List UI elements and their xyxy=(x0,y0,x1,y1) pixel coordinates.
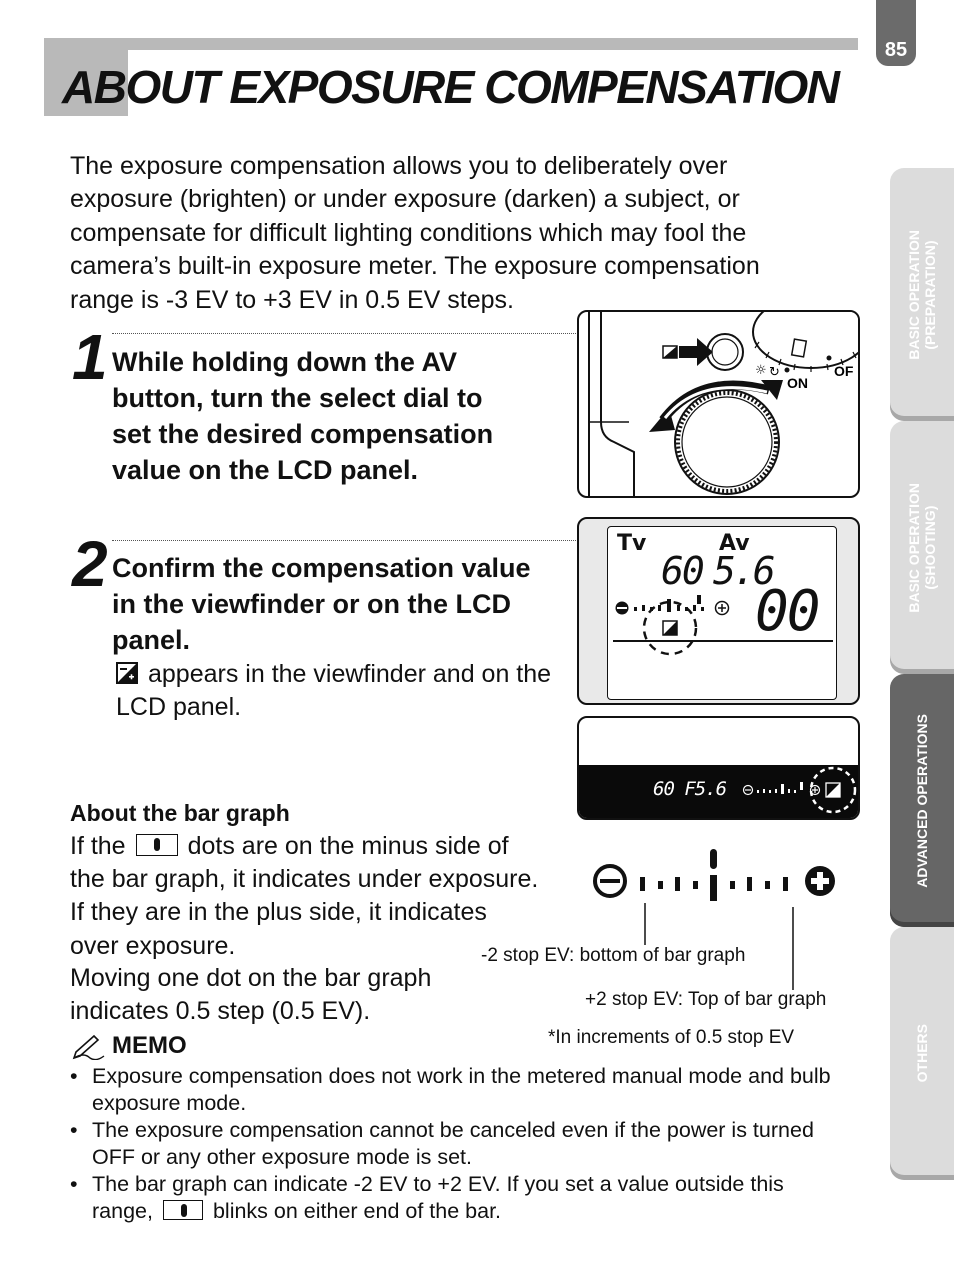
memo-list xyxy=(70,1063,835,1225)
lcd-av-label: Av xyxy=(719,531,750,556)
lcd-aperture-value: 5.6 xyxy=(713,549,773,593)
exposure-comp-icon xyxy=(116,662,138,684)
dial-off-label: OF xyxy=(834,363,854,379)
header-bar xyxy=(44,38,858,50)
memo-pencil-icon xyxy=(70,1032,106,1060)
caption-increments-note: *In increments of 0.5 stop EV xyxy=(548,1027,795,1048)
bar-graph-paragraph-1: If the dots are on the minus side of the bar graph, it indicates under exposure. If they are in the plus side, it indicates over exposure. xyxy=(70,832,539,960)
bar-graph-tick xyxy=(765,881,770,889)
page-title: ABOUT EXPOSURE COMPENSATION xyxy=(62,61,839,113)
bar-graph-tick xyxy=(783,877,788,891)
camera-top-illustration xyxy=(577,310,860,498)
memo-item: • The exposure compensation cannot be canceled even if the power is turned OFF or any other exposure mode is set. xyxy=(70,1117,835,1171)
step-2-number: 2 xyxy=(72,528,108,600)
lcd-comp-value: 00 xyxy=(755,579,819,644)
bar-graph-tick xyxy=(640,877,645,891)
step-1-number: 1 xyxy=(72,321,108,393)
side-tab-basic-preparation[interactable]: BASIC OPERATION (PREPARATION) xyxy=(890,168,954,421)
lcd-tv-label: Tv xyxy=(617,531,647,556)
bar-graph-tick xyxy=(658,881,663,889)
lcd-panel-illustration xyxy=(577,517,860,705)
bar-graph-tick xyxy=(710,875,717,901)
step-1-text: While holding down the AV button, turn the select dial to set the desired compensation value on the LCD panel. xyxy=(112,347,494,485)
step-2-text: Confirm the compensation value in the viewfinder or on the LCD panel. xyxy=(112,553,531,655)
bar-graph-tick xyxy=(730,881,735,889)
bar-graph-indicator xyxy=(710,849,717,869)
caption-bottom-of-bar: -2 stop EV: bottom of bar graph xyxy=(481,945,746,966)
bar-graph-heading: About the bar graph xyxy=(70,800,290,826)
bar-graph-diagram xyxy=(585,845,845,995)
side-tab-others[interactable]: OTHERS xyxy=(890,927,954,1180)
step-1-rule xyxy=(112,333,578,334)
caption-top-of-bar: +2 stop EV: Top of bar graph xyxy=(585,989,827,1010)
viewfinder-illustration xyxy=(577,716,860,820)
intro-paragraph: The exposure compensation allows you to deliberately over exposure (brighten) or under exposure (darken) a subject, or compensate for difficult lighting conditions which may fool the camera’s built-in exposure meter. The exposure compensation range is -3 EV to +3 EV in 0.5 EV steps. xyxy=(70,152,760,314)
page-number: 85 xyxy=(876,0,916,66)
memo-item: • Exposure compensation does not work in the metered manual mode and bulb exposure mode. xyxy=(70,1063,835,1117)
bar-graph-paragraph-2: Moving one dot on the bar graph indicates 0.5 step (0.5 EV). xyxy=(70,964,432,1026)
bar-dot-icon xyxy=(163,1200,203,1220)
dial-on-label: ON xyxy=(787,375,808,391)
side-tab-advanced-operations[interactable]: ADVANCED OPERATIONS xyxy=(890,674,954,927)
step-2-note: appears in the viewfinder and on the LCD panel. xyxy=(116,660,552,721)
bar-graph-tick xyxy=(675,877,680,891)
bar-graph-tick xyxy=(693,881,698,889)
memo-heading-row xyxy=(70,1032,187,1060)
bar-dot-icon xyxy=(136,834,178,856)
svg-text:☼: ☼ xyxy=(755,363,767,378)
svg-text:↻: ↻ xyxy=(769,365,780,380)
step-2-rule xyxy=(112,540,578,541)
memo-item: • The bar graph can indicate -2 EV to +2 EV. If you set a value outside this range, blinks on either end of the bar. xyxy=(70,1171,835,1225)
bar-graph-tick xyxy=(747,877,752,891)
memo-heading: MEMO xyxy=(112,1032,187,1059)
viewfinder-readout: 60 F5.6 xyxy=(653,778,727,800)
side-tab-basic-shooting[interactable]: BASIC OPERATION (SHOOTING) xyxy=(890,421,954,674)
lcd-shutter-value: 60 xyxy=(661,549,703,593)
